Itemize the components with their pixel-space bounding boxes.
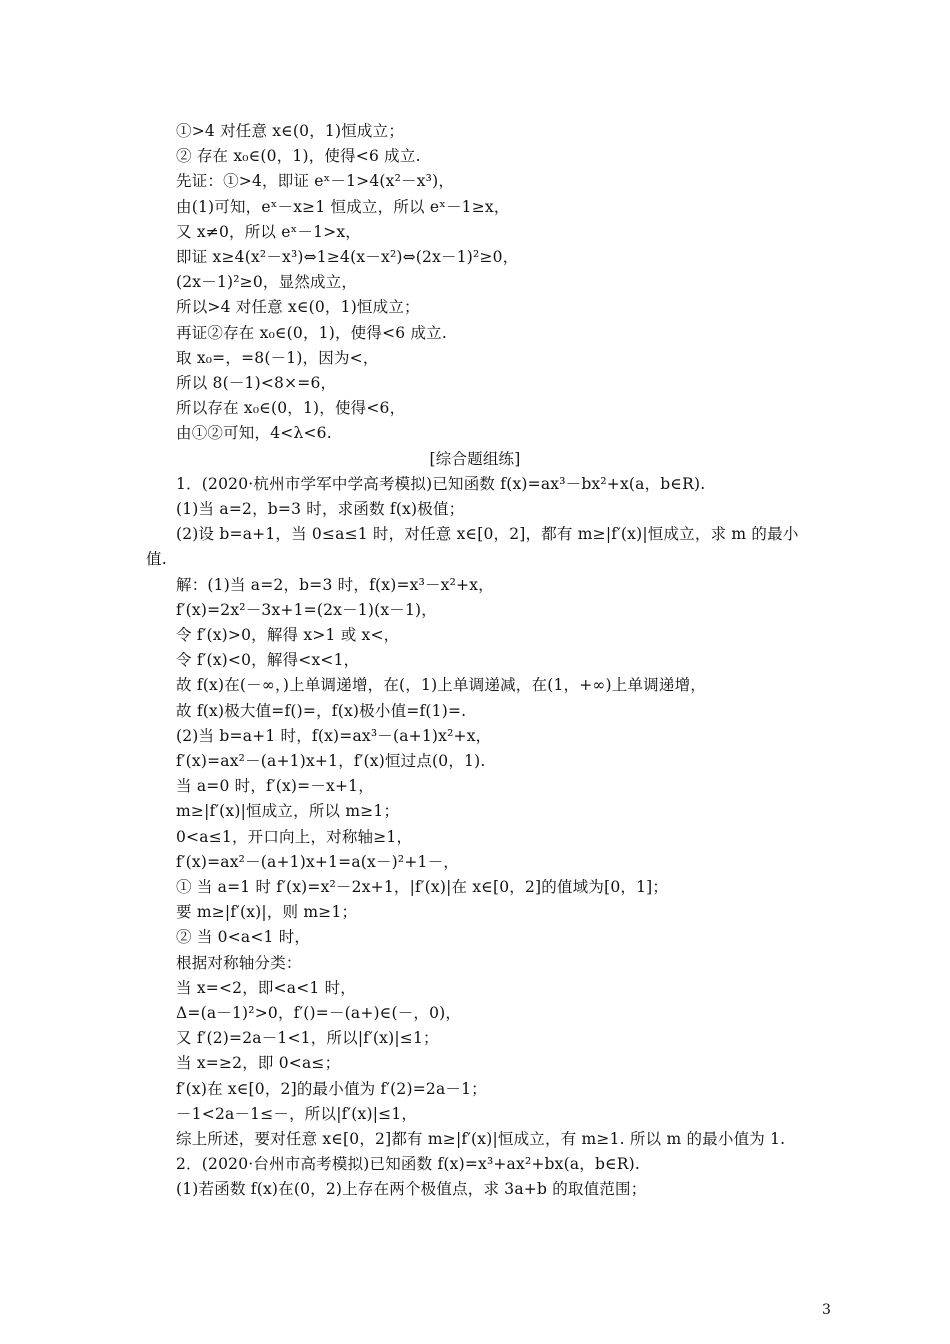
text-line: 令 f′(x)>0，解得 x>1 或 x<， bbox=[176, 626, 400, 644]
problem-statement: 2．(2020·台州市高考模拟)已知函数 f(x)=x³+ax²+bx(a，b∈R). bbox=[176, 1155, 641, 1173]
text-line: 故 f(x)在(－∞，)上单调递增，在(，1)上单调递减，在(1，+∞)上单调递增， bbox=[176, 676, 706, 694]
text-line: (1)若函数 f(x)在(0，2)上存在两个极值点，求 3a+b 的取值范围； bbox=[176, 1180, 647, 1198]
page-number: 3 bbox=[822, 1302, 831, 1318]
text-line: 所以>4 对任意 x∈(0，1)恒成立； bbox=[176, 298, 420, 316]
text-line: (1)当 a=2，b=3 时，求函数 f(x)极值； bbox=[176, 500, 465, 518]
text-line: －1<2a－1≤－，所以|f′(x)|≤1， bbox=[176, 1105, 418, 1123]
text-line: 当 x=<2，即<a<1 时， bbox=[176, 979, 357, 997]
section-heading: [综合题组练] bbox=[429, 450, 521, 468]
text-line: f′(x)=ax²－(a+1)x+1，f′(x)恒过点(0，1). bbox=[176, 752, 486, 770]
text-line: ② 当 0<a<1 时， bbox=[176, 928, 311, 946]
text-line: 当 x=≥2，即 0<a≤； bbox=[176, 1054, 341, 1072]
text-line: 又 f′(2)=2a－1<1，所以|f′(x)|≤1； bbox=[176, 1029, 439, 1047]
text-line: (2x－1)²≥0，显然成立， bbox=[176, 273, 358, 291]
text-line: ①>4 对任意 x∈(0，1)恒成立； bbox=[176, 122, 405, 140]
text-line: 解：(1)当 a=2，b=3 时，f(x)=x³－x²+x， bbox=[176, 576, 494, 594]
text-line: 值. bbox=[146, 550, 167, 568]
text-line: 由①②可知，4<λ<6. bbox=[176, 424, 332, 442]
text-line: 再证②存在 x₀∈(0，1)，使得<6 成立. bbox=[176, 324, 447, 342]
text-line: m≥|f′(x)|恒成立，所以 m≥1； bbox=[176, 802, 400, 820]
text-line: 0<a≤1，开口向上，对称轴≥1， bbox=[176, 828, 413, 846]
text-line: 先证：①>4，即证 eˣ－1>4(x²－x³)， bbox=[176, 172, 455, 190]
text-line: Δ=(a－1)²>0，f′()=－(a+)∈(－，0)， bbox=[176, 1004, 462, 1022]
text-line: 所以 8(－1)<8×=6， bbox=[176, 374, 337, 392]
problem-statement: 1．(2020·杭州市学军中学高考模拟)已知函数 f(x)=ax³－bx²+x(a，b∈R). bbox=[176, 475, 706, 493]
text-line: f′(x)=2x²－3x+1=(2x－1)(x－1)， bbox=[176, 601, 437, 619]
text-line: 所以存在 x₀∈(0，1)，使得<6， bbox=[176, 399, 406, 417]
text-line: (2)当 b=a+1 时，f(x)=ax³－(a+1)x²+x， bbox=[176, 727, 492, 745]
text-line: 取 x₀=，=8(－1)，因为<， bbox=[176, 349, 379, 367]
text-line: 即证 x≥4(x²－x³)⇔1≥4(x－x²)⇔(2x－1)²≥0， bbox=[176, 248, 519, 266]
text-line: f′(x)=ax²－(a+1)x+1=a(x－)²+1－， bbox=[176, 853, 459, 871]
text-line: 由(1)可知，eˣ－x≥1 恒成立，所以 eˣ－1≥x， bbox=[176, 198, 510, 216]
text-line: 综上所述，要对任意 x∈[0，2]都有 m≥|f′(x)|恒成立，有 m≥1. 所以 m 的最小值为 1. bbox=[176, 1130, 786, 1148]
text-line: 要 m≥|f′(x)|，则 m≥1； bbox=[176, 903, 358, 921]
text-line: 又 x≠0，所以 eˣ－1>x， bbox=[176, 223, 361, 241]
text-line: (2)设 b=a+1，当 0≤a≤1 时，对任意 x∈[0，2]，都有 m≥|f′(x)|恒成立，求 m 的最小 bbox=[176, 525, 799, 543]
text-line: 令 f′(x)<0，解得<x<1， bbox=[176, 651, 360, 669]
text-line: ② 存在 x₀∈(0，1)，使得<6 成立. bbox=[176, 147, 421, 165]
text-line: 根据对称轴分类： bbox=[176, 954, 302, 972]
text-line: f′(x)在 x∈[0，2]的最小值为 f′(2)=2a－1； bbox=[176, 1080, 487, 1098]
text-line: ① 当 a=1 时 f′(x)=x²－2x+1，|f′(x)|在 x∈[0，2]的值域为[0，1]； bbox=[176, 878, 669, 896]
text-line: 故 f(x)极大值=f()=，f(x)极小值=f(1)=. bbox=[176, 702, 467, 720]
text-line: 当 a=0 时，f′(x)=－x+1， bbox=[176, 777, 374, 795]
